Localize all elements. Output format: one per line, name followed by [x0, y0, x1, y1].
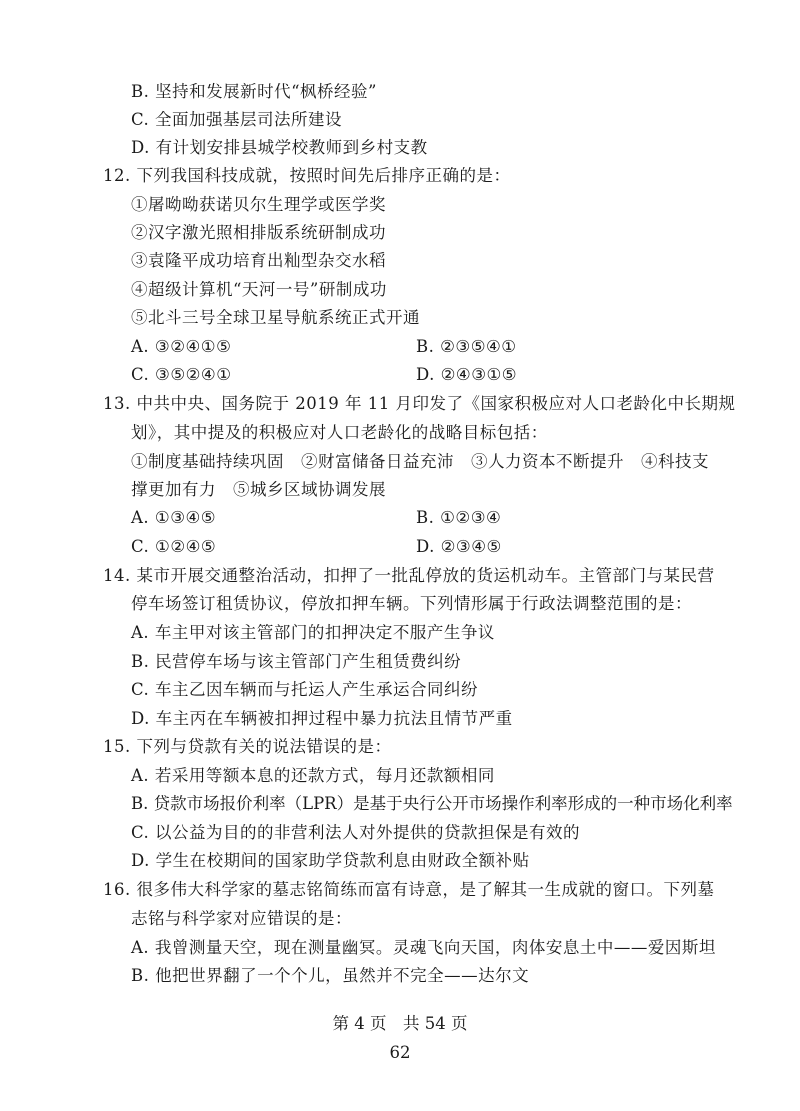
q15-option-b: B. 贷款市场报价利率（LPR）是基于央行公开市场操作利率形成的一种市场化利率 — [131, 794, 733, 813]
q16-stem-line2: 志铭与科学家对应错误的是： — [131, 909, 352, 928]
q14-option-b: B. 民营停车场与该主管部门产生租赁费纠纷 — [131, 652, 462, 671]
q13-stem-line2: 划》，其中提及的积极应对人口老龄化的战略目标包括： — [131, 423, 548, 442]
q12-item-2: ②汉字激光照相排版系统研制成功 — [131, 223, 386, 242]
q13-option-c: C. ①②④⑤ — [131, 537, 217, 556]
q13-items-line1: ①制度基础持续巩固 ②财富储备日益充沛 ③人力资本不断提升 ④科技支 — [131, 452, 709, 471]
q14-option-a: A. 车主甲对该主管部门的扣押决定不服产生争议 — [131, 623, 495, 642]
q13-option-a: A. ①③④⑤ — [131, 508, 217, 527]
q12-option-d: D. ②④③①⑤ — [416, 365, 518, 384]
q15-stem: 15. 下列与贷款有关的说法错误的是： — [103, 737, 392, 756]
q13-stem-line1: 13. 中共中央、国务院于 2019 年 11 月印发了《国家积极应对人口老龄化中长期规 — [103, 394, 736, 413]
q16-stem-line1: 16. 很多伟大科学家的墓志铭简练而富有诗意，是了解其一生成就的窗口。下列墓 — [103, 880, 715, 899]
q12-stem: 12. 下列我国科技成就，按照时间先后排序正确的是： — [103, 166, 511, 185]
q11-option-d: D. 有计划安排县城学校教师到乡村支教 — [131, 138, 428, 157]
q15-option-a: A. 若采用等额本息的还款方式，每月还款额相同 — [131, 766, 495, 785]
q12-option-b: B. ②③⑤④① — [416, 337, 517, 356]
q14-stem-line2: 停车场签订租赁协议，停放扣押车辆。下列情形属于行政法调整范围的是： — [131, 594, 692, 613]
q14-stem-line1: 14. 某市开展交通整治活动，扣押了一批乱停放的货运机动车。主管部门与某民营 — [103, 566, 715, 585]
q12-item-3: ③袁隆平成功培育出籼型杂交水稻 — [131, 251, 386, 270]
page-number: 62 — [389, 1043, 411, 1062]
q14-option-c: C. 车主乙因车辆而与托运人产生承运合同纠纷 — [131, 680, 479, 699]
q13-items-line2: 撑更加有力 ⑤城乡区域协调发展 — [131, 480, 386, 499]
q12-item-4: ④超级计算机“天河一号”研制成功 — [131, 280, 387, 299]
page-count-label: 第 4 页 共 54 页 — [332, 1014, 468, 1033]
q16-option-b: B. 他把世界翻了一个个儿，虽然并不完全——达尔文 — [131, 966, 530, 985]
q12-item-1: ①屠呦呦获诺贝尔生理学或医学奖 — [131, 195, 386, 214]
q14-option-d: D. 车主丙在车辆被扣押过程中暴力抗法且情节严重 — [131, 709, 513, 728]
q11-option-b: B. 坚持和发展新时代“枫桥经验” — [131, 82, 377, 101]
q13-option-b: B. ①②③④ — [416, 508, 502, 527]
q16-option-a: A. 我曾测量天空，现在测量幽冥。灵魂飞向天国，肉体安息土中——爱因斯坦 — [131, 938, 716, 957]
q12-option-c: C. ③⑤②④① — [131, 365, 232, 384]
q15-option-d: D. 学生在校期间的国家助学贷款利息由财政全额补贴 — [131, 851, 530, 870]
q15-option-c: C. 以公益为目的的非营利法人对外提供的贷款担保是有效的 — [131, 823, 581, 842]
q12-option-a: A. ③②④①⑤ — [131, 337, 232, 356]
q13-option-d: D. ②③④⑤ — [416, 537, 502, 556]
q12-item-5: ⑤北斗三号全球卫星导航系统正式开通 — [131, 308, 420, 327]
q11-option-c: C. 全面加强基层司法所建设 — [131, 110, 343, 129]
